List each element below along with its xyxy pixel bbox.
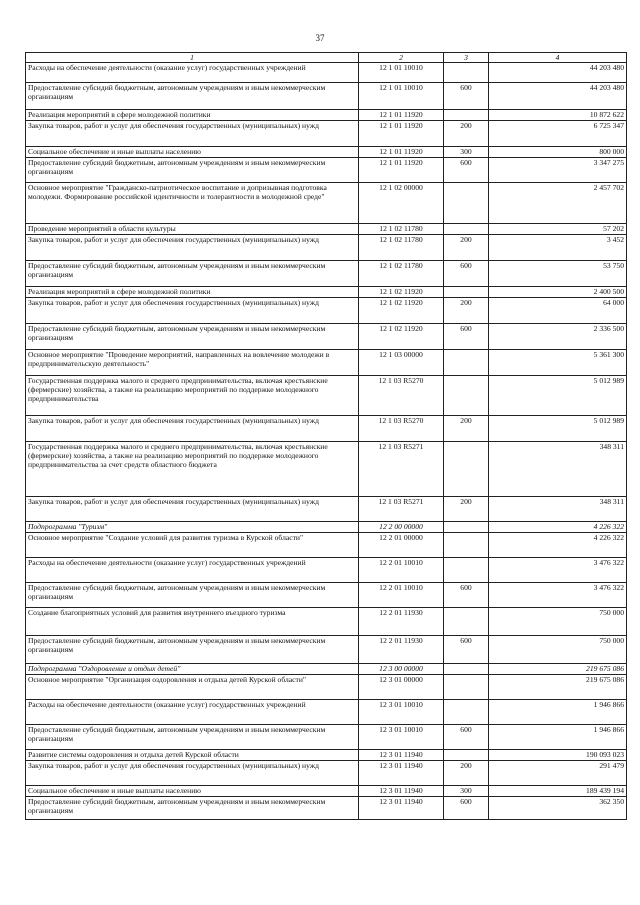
- table-row: [26, 761, 627, 786]
- table-row: [26, 675, 627, 700]
- row-vr-cell: [444, 750, 489, 761]
- row-name-cell: Расходы на обеспечение деятельности (оказание услуг) государственных учреждений: [26, 63, 359, 83]
- row-code-cell: 12 1 02 00000: [359, 183, 444, 224]
- row-vr-cell: 600: [444, 261, 489, 287]
- row-sum-cell: 2 400 500: [489, 287, 627, 298]
- row-code-cell: 12 1 01 11920: [359, 147, 444, 158]
- row-code-cell: 12 1 01 10010: [359, 63, 444, 83]
- header-col-code: 2: [359, 53, 444, 63]
- table-row: [26, 158, 627, 183]
- table-row: [26, 261, 627, 287]
- row-vr-cell: [444, 608, 489, 636]
- row-vr-cell: [444, 700, 489, 725]
- row-sum-cell: 4 226 322: [489, 533, 627, 558]
- row-sum-cell: 5 012 989: [489, 416, 627, 442]
- header-row: [26, 53, 627, 63]
- row-name-cell: Предоставление субсидий бюджетным, автономным учреждениям и иным некоммерческим организациям: [26, 83, 359, 110]
- row-vr-cell: [444, 224, 489, 235]
- row-code-cell: 12 1 01 11920: [359, 158, 444, 183]
- row-name-cell: Закупка товаров, работ и услуг для обеспечения государственных (муниципальных) нужд: [26, 497, 359, 522]
- row-name-cell: Предоставление субсидий бюджетным, автономным учреждениям и иным некоммерческим организациям: [26, 797, 359, 820]
- row-sum-cell: 189 439 194: [489, 786, 627, 797]
- row-code-cell: 12 1 02 11780: [359, 235, 444, 261]
- table-row: [26, 583, 627, 608]
- row-sum-cell: 57 202: [489, 224, 627, 235]
- row-code-cell: 12 1 03 R5270: [359, 376, 444, 416]
- row-code-cell: 12 3 01 11940: [359, 786, 444, 797]
- row-name-cell: Реализация мероприятий в сфере молодежной политики: [26, 287, 359, 298]
- row-vr-cell: [444, 376, 489, 416]
- row-vr-cell: 600: [444, 725, 489, 750]
- row-vr-cell: [444, 350, 489, 376]
- table-row: [26, 608, 627, 636]
- row-code-cell: 12 3 01 10010: [359, 725, 444, 750]
- row-code-cell: 12 1 03 00000: [359, 350, 444, 376]
- header-col-name: 1: [26, 53, 359, 63]
- row-name-cell: Закупка товаров, работ и услуг для обеспечения государственных (муниципальных) нужд: [26, 298, 359, 324]
- row-sum-cell: 44 203 480: [489, 63, 627, 83]
- row-name-cell: Предоставление субсидий бюджетным, автономным учреждениям и иным некоммерческим организациям: [26, 583, 359, 608]
- row-code-cell: 12 3 00 00000: [359, 664, 444, 675]
- table-row: [26, 636, 627, 664]
- row-code-cell: 12 1 02 11920: [359, 324, 444, 350]
- row-sum-cell: 3 476 322: [489, 583, 627, 608]
- row-name-cell: Основное мероприятие "Проведение мероприятий, направленных на вовлечение молодежи в предпринимательскую деятельность": [26, 350, 359, 376]
- row-name-cell: Социальное обеспечение и иные выплаты населению: [26, 147, 359, 158]
- table-row: [26, 442, 627, 497]
- table-row: [26, 700, 627, 725]
- row-code-cell: 12 1 01 11920: [359, 121, 444, 147]
- row-name-cell: Предоставление субсидий бюджетным, автономным учреждениям и иным некоммерческим организациям: [26, 158, 359, 183]
- row-name-cell: Социальное обеспечение и иные выплаты населению: [26, 786, 359, 797]
- page-number: 37: [315, 33, 325, 43]
- row-code-cell: 12 1 03 R5271: [359, 442, 444, 497]
- row-vr-cell: 600: [444, 83, 489, 110]
- row-name-cell: Подпрограмма "Туризм": [26, 522, 359, 533]
- table-row: [26, 235, 627, 261]
- row-sum-cell: 362 350: [489, 797, 627, 820]
- table-row: [26, 147, 627, 158]
- row-sum-cell: 6 725 347: [489, 121, 627, 147]
- row-vr-cell: 600: [444, 583, 489, 608]
- row-sum-cell: 1 946 866: [489, 700, 627, 725]
- table-row: [26, 63, 627, 83]
- table-row: [26, 725, 627, 750]
- row-vr-cell: 200: [444, 416, 489, 442]
- table-row: [26, 121, 627, 147]
- row-sum-cell: 348 311: [489, 442, 627, 497]
- row-vr-cell: [444, 183, 489, 224]
- row-vr-cell: [444, 533, 489, 558]
- row-name-cell: Основное мероприятие "Гражданско-патриотическое воспитание и допризывная подготовка молодежи. Формирование российской идентичности и толерантности в молодежной среде": [26, 183, 359, 224]
- table-row: [26, 83, 627, 110]
- row-name-cell: Закупка товаров, работ и услуг для обеспечения государственных (муниципальных) нужд: [26, 416, 359, 442]
- row-sum-cell: 750 000: [489, 608, 627, 636]
- row-code-cell: 12 1 01 11920: [359, 110, 444, 121]
- table-row: [26, 522, 627, 533]
- row-vr-cell: 200: [444, 235, 489, 261]
- table-row: [26, 376, 627, 416]
- row-sum-cell: 44 203 480: [489, 83, 627, 110]
- row-vr-cell: [444, 287, 489, 298]
- row-vr-cell: [444, 522, 489, 533]
- row-code-cell: 12 1 03 R5270: [359, 416, 444, 442]
- row-code-cell: 12 3 01 10010: [359, 700, 444, 725]
- row-sum-cell: 53 750: [489, 261, 627, 287]
- table-row: [26, 497, 627, 522]
- row-code-cell: 12 1 02 11920: [359, 298, 444, 324]
- row-vr-cell: 600: [444, 158, 489, 183]
- row-name-cell: Государственная поддержка малого и среднего предпринимательства, включая крестьянские (фермерские) хозяйства, а также на реализацию мероприятий по поддержке молодежного предпринимательства за счет средств областного бюджета: [26, 442, 359, 497]
- table-row: [26, 224, 627, 235]
- row-name-cell: Подпрограмма "Оздоровление и отдых детей": [26, 664, 359, 675]
- row-vr-cell: [444, 442, 489, 497]
- row-name-cell: Расходы на обеспечение деятельности (оказание услуг) государственных учреждений: [26, 700, 359, 725]
- table-row: [26, 287, 627, 298]
- row-code-cell: 12 2 01 11930: [359, 636, 444, 664]
- table-row: [26, 298, 627, 324]
- table-row: [26, 797, 627, 820]
- table-row: [26, 350, 627, 376]
- row-code-cell: 12 3 01 00000: [359, 675, 444, 700]
- table-row: [26, 533, 627, 558]
- row-sum-cell: 64 000: [489, 298, 627, 324]
- row-name-cell: Закупка товаров, работ и услуг для обеспечения государственных (муниципальных) нужд: [26, 761, 359, 786]
- row-vr-cell: 200: [444, 497, 489, 522]
- row-code-cell: 12 1 01 10010: [359, 83, 444, 110]
- row-sum-cell: 348 311: [489, 497, 627, 522]
- row-vr-cell: 200: [444, 121, 489, 147]
- row-code-cell: 12 1 02 11780: [359, 224, 444, 235]
- row-code-cell: 12 3 01 11940: [359, 750, 444, 761]
- row-code-cell: 12 1 02 11920: [359, 287, 444, 298]
- row-vr-cell: [444, 675, 489, 700]
- row-sum-cell: 3 476 322: [489, 558, 627, 583]
- row-sum-cell: 219 675 086: [489, 675, 627, 700]
- table-body: [26, 63, 627, 820]
- row-sum-cell: 291 479: [489, 761, 627, 786]
- row-code-cell: 12 1 02 11780: [359, 261, 444, 287]
- row-code-cell: 12 2 01 00000: [359, 533, 444, 558]
- row-vr-cell: 200: [444, 298, 489, 324]
- row-vr-cell: [444, 558, 489, 583]
- row-name-cell: Закупка товаров, работ и услуг для обеспечения государственных (муниципальных) нужд: [26, 235, 359, 261]
- row-name-cell: Реализация мероприятий в сфере молодежной политики: [26, 110, 359, 121]
- row-sum-cell: 750 000: [489, 636, 627, 664]
- row-vr-cell: 300: [444, 786, 489, 797]
- header-col-vr: 3: [444, 53, 489, 63]
- row-sum-cell: 5 012 989: [489, 376, 627, 416]
- row-sum-cell: 219 675 086: [489, 664, 627, 675]
- row-sum-cell: 10 872 622: [489, 110, 627, 121]
- row-name-cell: Проведение мероприятий в области культуры: [26, 224, 359, 235]
- row-sum-cell: 2 336 500: [489, 324, 627, 350]
- row-name-cell: Предоставление субсидий бюджетным, автономным учреждениям и иным некоммерческим организациям: [26, 725, 359, 750]
- row-name-cell: Расходы на обеспечение деятельности (оказание услуг) государственных учреждений: [26, 558, 359, 583]
- row-sum-cell: 3 452: [489, 235, 627, 261]
- row-code-cell: 12 3 01 11940: [359, 761, 444, 786]
- table-row: [26, 750, 627, 761]
- table-row: [26, 786, 627, 797]
- row-vr-cell: 600: [444, 797, 489, 820]
- row-sum-cell: 5 361 300: [489, 350, 627, 376]
- row-name-cell: Государственная поддержка малого и среднего предпринимательства, включая крестьянские (фермерские) хозяйства, а также на реализацию мероприятий по поддержке молодежного предпринимательства: [26, 376, 359, 416]
- row-code-cell: 12 1 03 R5271: [359, 497, 444, 522]
- table-row: [26, 110, 627, 121]
- row-code-cell: 12 2 01 11930: [359, 608, 444, 636]
- row-name-cell: Закупка товаров, работ и услуг для обеспечения государственных (муниципальных) нужд: [26, 121, 359, 147]
- row-name-cell: Основное мероприятие "Создание условий для развития туризма в Курской области": [26, 533, 359, 558]
- row-name-cell: Предоставление субсидий бюджетным, автономным учреждениям и иным некоммерческим организациям: [26, 324, 359, 350]
- row-vr-cell: 300: [444, 147, 489, 158]
- table-row: [26, 558, 627, 583]
- row-sum-cell: 2 457 702: [489, 183, 627, 224]
- row-sum-cell: 190 093 023: [489, 750, 627, 761]
- table-row: [26, 416, 627, 442]
- row-sum-cell: 800 000: [489, 147, 627, 158]
- header-col-sum: 4: [489, 53, 627, 63]
- row-sum-cell: 4 226 322: [489, 522, 627, 533]
- row-vr-cell: 600: [444, 324, 489, 350]
- row-code-cell: 12 2 00 00000: [359, 522, 444, 533]
- row-sum-cell: 1 946 866: [489, 725, 627, 750]
- row-sum-cell: 3 347 275: [489, 158, 627, 183]
- row-code-cell: 12 2 01 10010: [359, 583, 444, 608]
- table-row: [26, 324, 627, 350]
- row-name-cell: Основное мероприятие "Организация оздоровления и отдыха детей Курской области": [26, 675, 359, 700]
- row-vr-cell: 600: [444, 636, 489, 664]
- row-code-cell: 12 3 01 11940: [359, 797, 444, 820]
- table-row: [26, 664, 627, 675]
- table-row: [26, 183, 627, 224]
- row-name-cell: Создание благоприятных условий для развития внутреннего въездного туризма: [26, 608, 359, 636]
- budget-table: [25, 52, 627, 820]
- row-vr-cell: 200: [444, 761, 489, 786]
- row-code-cell: 12 2 01 10010: [359, 558, 444, 583]
- row-name-cell: Предоставление субсидий бюджетным, автономным учреждениям и иным некоммерческим организациям: [26, 636, 359, 664]
- row-vr-cell: [444, 110, 489, 121]
- row-name-cell: Предоставление субсидий бюджетным, автономным учреждениям и иным некоммерческим организациям: [26, 261, 359, 287]
- row-name-cell: Развитие системы оздоровления и отдыха детей Курской области: [26, 750, 359, 761]
- row-vr-cell: [444, 63, 489, 83]
- row-vr-cell: [444, 664, 489, 675]
